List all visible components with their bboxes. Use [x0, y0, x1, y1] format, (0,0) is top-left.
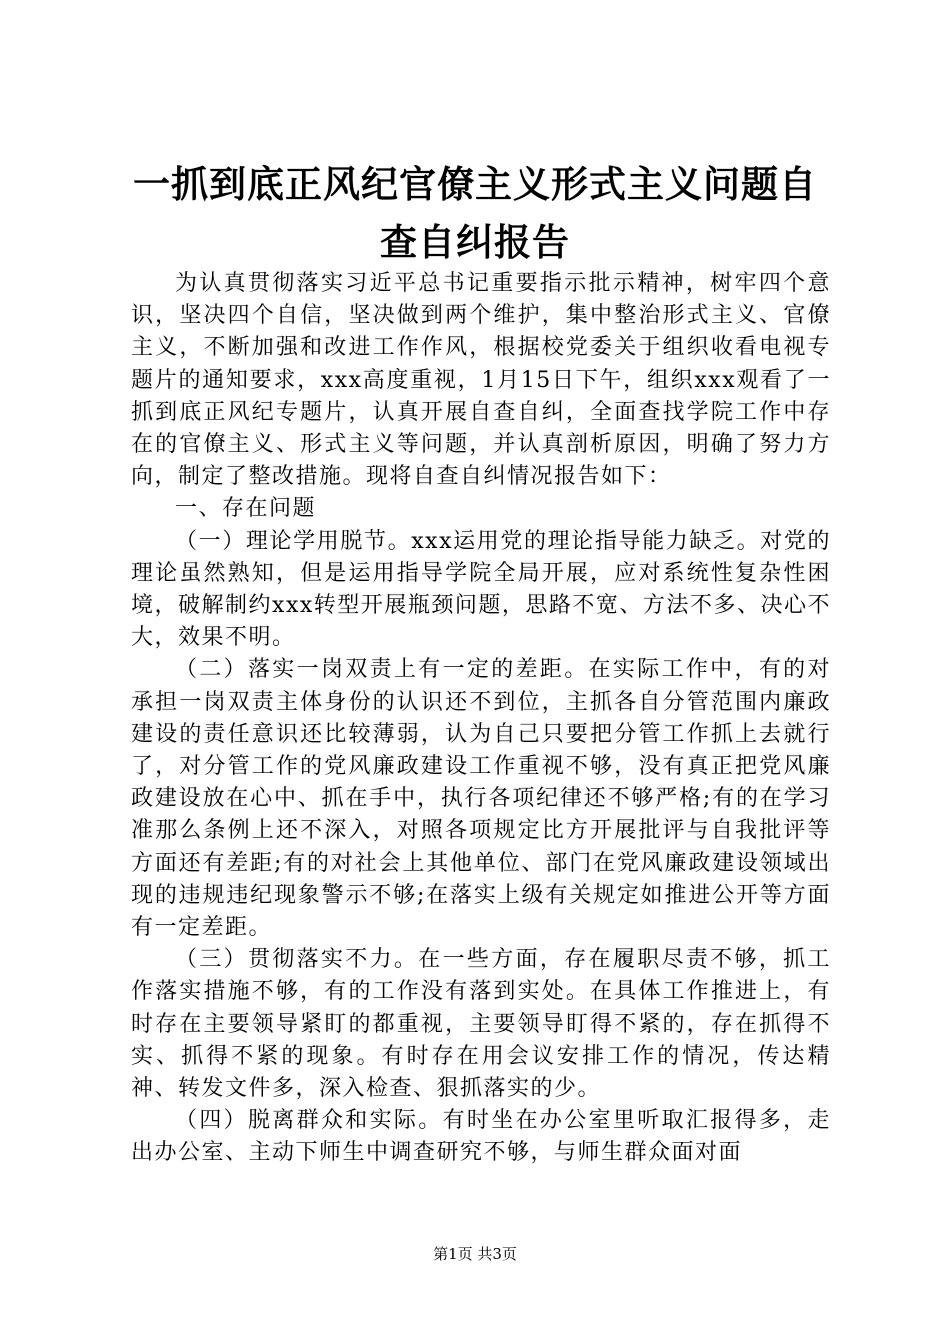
section-heading-problems: 一、存在问题 — [175, 496, 317, 522]
problem-item-4: （四）脱离群众和实际。有时坐在办公室里听取汇报得多，走出办公室、主动下师生中调查研究不够，与师生群众面对面 — [131, 1108, 831, 1166]
intro-paragraph: 为认真贯彻落实习近平总书记重要指示批示精神，树牢四个意识，坚决四个自信，坚决做到两个维护，集中整治形式主义、官僚主义，不断加强和改进工作作风，根据校党委关于组织收看电视专题片的通知要求，xxx高度重视，1月15日下午，组织xxx观看了一抓到底正风纪专题片，认真开展自查自纠，全面查找学院工作中存在的官僚主义、形式主义等问题，并认真剖析原因，明确了努力方向，制定了整改措施。现将自查自纠情况报告如下： — [131, 271, 831, 490]
problem-item-1: （一）理论学用脱节。xxx运用党的理论指导能力缺乏。对党的理论虽然熟知，但是运用指导学院全局开展，应对系统性复杂性困境，破解制约xxx转型开展瓶颈问题，思路不宽、方法不多、决心不大，效果不明。 — [131, 528, 831, 651]
problem-item-3: （三）贯彻落实不力。在一些方面，存在履职尽责不够，抓工作落实措施不够，有的工作没有落到实处。在具体工作推进上，有时存在主要领导紧盯的都重视，主要领导盯得不紧的，存在抓得不实、抓得不紧的现象。有时存在用会议安排工作的情况，传达精神、转发文件多，深入检查、狠抓落实的少。 — [131, 947, 831, 1102]
document-body — [131, 268, 831, 1170]
document-title: 一抓到底正风纪官僚主义形式主义问题自查自纠报告 — [133, 163, 817, 264]
problem-item-2: （二）落实一岗双责上有一定的差距。在实际工作中，有的对承担一岗双责主体身份的认识还不到位，主抓各自分管范围内廉政建设的责任意识还比较薄弱，认为自己只要把分管工作抓上去就行了，对分管工作的党风廉政建设工作重视不够，没有真正把党风廉政建设放在心中、抓在手中，执行各项纪律还不够严格;有的在学习准那么条例上还不深入，对照各项规定比方开展批评与自我批评等方面还有差距;有的对社会上其他单位、部门在党风廉政建设领域出现的违规违纪现象警示不够;在落实上级有关规定如推进公开等方面有一定差距。 — [131, 657, 831, 941]
page-footer: 第1页 共3页 — [433, 1245, 517, 1263]
